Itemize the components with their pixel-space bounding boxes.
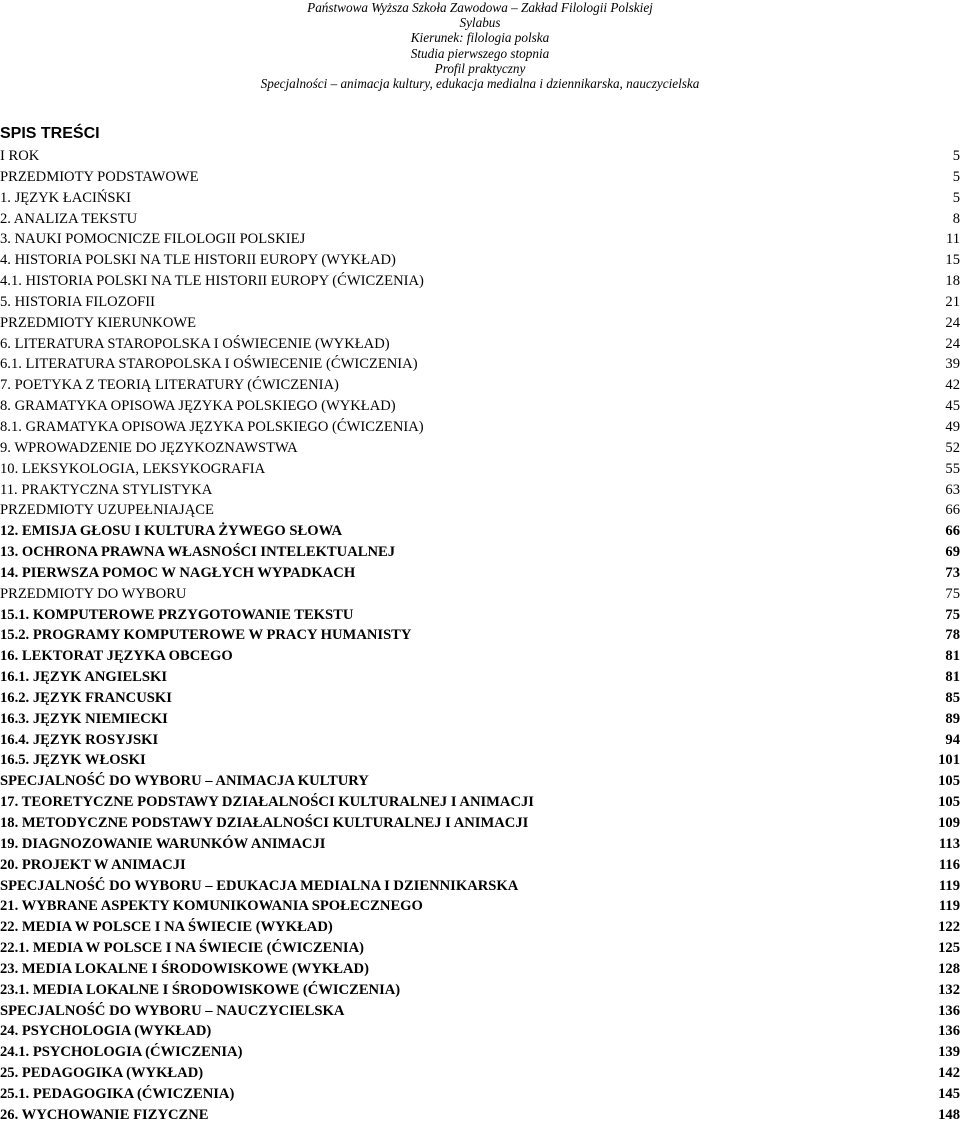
toc-entry-label: 21. WYBRANE ASPEKTY KOMUNIKOWANIA SPOŁECZNEGO — [0, 898, 423, 915]
toc-entry-page-number: 136 — [938, 1023, 960, 1040]
toc-entry[interactable] — [0, 584, 960, 605]
toc-entry-label: 2. ANALIZA TEKSTU — [0, 210, 138, 227]
header-study-level: Studia pierwszego stopnia — [410, 45, 550, 61]
table-of-contents — [0, 146, 960, 1126]
toc-entry-label: 6. LITERATURA STAROPOLSKA I OŚWIECENIE (WYKŁAD) — [0, 335, 390, 352]
toc-entry-page-number: 18 — [945, 273, 960, 290]
toc-title: SPIS TREŚCI — [0, 124, 100, 142]
toc-entry-page-number: 5 — [952, 148, 960, 164]
toc-entry-page-number: 39 — [945, 356, 960, 373]
toc-entry-page-number: 132 — [938, 981, 960, 998]
toc-entry-page-number: 75 — [945, 606, 960, 623]
toc-entry[interactable] — [0, 855, 960, 876]
header-specializations: Specjalności – animacja kultury, edukacja medialna i dziennikarska, nauczycielska — [260, 76, 700, 92]
toc-entry-label: SPECJALNOŚĆ DO WYBORU – NAUCZYCIELSKA — [0, 1002, 345, 1019]
toc-entry-page-number: 15 — [945, 252, 960, 269]
toc-entry[interactable] — [0, 146, 960, 167]
toc-entry-label: 12. EMISJA GŁOSU I KULTURA ŻYWEGO SŁOWA — [0, 523, 343, 540]
toc-entry[interactable] — [0, 459, 960, 480]
toc-entry-label: 22.1. MEDIA W POLSCE I NA ŚWIECIE (ĆWICZENIA) — [0, 940, 364, 957]
toc-entry-label: PRZEDMIOTY PODSTAWOWE — [0, 168, 199, 185]
toc-entry[interactable] — [0, 542, 960, 563]
toc-entry-page-number: 125 — [938, 940, 960, 957]
toc-entry-page-number: 136 — [938, 1002, 960, 1019]
toc-entry[interactable] — [0, 1105, 960, 1126]
header-institution: Państwowa Wyższa Szkoła Zawodowa – Zakład Filologii Polskiej — [307, 0, 653, 15]
toc-entry[interactable] — [0, 292, 960, 313]
toc-entry-page-number: 81 — [945, 648, 960, 665]
toc-entry-label: 24. PSYCHOLOGIA (WYKŁAD) — [0, 1023, 212, 1040]
toc-entry-page-number: 5 — [952, 189, 960, 206]
toc-entry[interactable] — [0, 1001, 960, 1022]
toc-entry-label: PRZEDMIOTY KIERUNKOWE — [0, 314, 197, 331]
toc-entry-page-number: 42 — [945, 377, 960, 394]
header-profile: Profil praktyczny — [434, 60, 526, 76]
toc-entry[interactable] — [0, 688, 960, 709]
toc-entry-label: 24.1. PSYCHOLOGIA (ĆWICZENIA) — [0, 1044, 243, 1061]
toc-entry-label: 26. WYCHOWANIE FIZYCZNE — [0, 1106, 209, 1123]
toc-entry[interactable] — [0, 876, 960, 897]
toc-entry-label: 1. JĘZYK ŁACIŃSKI — [0, 189, 131, 206]
toc-entry[interactable] — [0, 980, 960, 1001]
toc-entry-label: 23. MEDIA LOKALNE I ŚRODOWISKOWE (WYKŁAD) — [0, 960, 369, 977]
toc-entry-label: 16.3. JĘZYK NIEMIECKI — [0, 710, 168, 727]
toc-entry-label: I ROK — [0, 148, 40, 164]
toc-entry[interactable] — [0, 271, 960, 292]
toc-entry[interactable] — [0, 1063, 960, 1084]
toc-entry[interactable] — [0, 667, 960, 688]
toc-entry-page-number: 69 — [945, 544, 960, 561]
toc-entry[interactable] — [0, 896, 960, 917]
toc-entry-label: 20. PROJEKT W ANIMACJI — [0, 856, 186, 873]
toc-entry-label: 22. MEDIA W POLSCE I NA ŚWIECIE (WYKŁAD) — [0, 919, 333, 936]
toc-entry-page-number: 139 — [938, 1044, 960, 1061]
toc-entry-label: 8.1. GRAMATYKA OPISOWA JĘZYKA POLSKIEGO (ĆWICZENIA) — [0, 418, 424, 435]
toc-entry-page-number: 128 — [938, 960, 960, 977]
toc-entry-label: 14. PIERWSZA POMOC W NAGŁYCH WYPADKACH — [0, 564, 356, 581]
toc-entry-label: 25.1. PEDAGOGIKA (ĆWICZENIA) — [0, 1085, 235, 1102]
toc-entry-label: 11. PRAKTYCZNA STYLISTYKA — [0, 481, 213, 498]
toc-entry-page-number: 113 — [938, 835, 960, 852]
toc-entry[interactable] — [0, 313, 960, 334]
toc-entry-label: 16.2. JĘZYK FRANCUSKI — [0, 689, 172, 706]
running-header — [0, 0, 960, 91]
toc-entry-label: 13. OCHRONA PRAWNA WŁASNOŚCI INTELEKTUALNEJ — [0, 544, 396, 561]
toc-entry-page-number: 122 — [938, 919, 960, 936]
toc-entry[interactable] — [0, 813, 960, 834]
toc-entry[interactable] — [0, 771, 960, 792]
toc-entry[interactable] — [0, 938, 960, 959]
toc-entry-page-number: 94 — [945, 731, 960, 748]
toc-entry[interactable] — [0, 625, 960, 646]
toc-entry-label: 5. HISTORIA FILOZOFII — [0, 293, 155, 310]
toc-entry[interactable] — [0, 167, 960, 188]
toc-entry-page-number: 105 — [938, 773, 960, 790]
toc-entry-page-number: 109 — [938, 815, 960, 831]
toc-entry-label: 9. WPROWADZENIE DO JĘZYKOZNAWSTWA — [0, 439, 298, 456]
toc-entry[interactable] — [0, 417, 960, 438]
toc-entry[interactable] — [0, 250, 960, 271]
toc-entry-page-number: 21 — [945, 293, 960, 310]
toc-entry[interactable] — [0, 917, 960, 938]
toc-entry[interactable] — [0, 480, 960, 501]
header-document-type: Sylabus — [459, 15, 501, 31]
toc-entry-page-number: 142 — [938, 1065, 960, 1082]
toc-entry-page-number: 5 — [952, 168, 960, 185]
toc-entry-page-number: 148 — [938, 1106, 960, 1123]
toc-entry-label: 8. GRAMATYKA OPISOWA JĘZYKA POLSKIEGO (WYKŁAD) — [0, 398, 396, 415]
toc-entry[interactable] — [0, 605, 960, 626]
toc-entry-label: 25. PEDAGOGIKA (WYKŁAD) — [0, 1065, 204, 1082]
toc-entry-label: 18. METODYCZNE PODSTAWY DZIAŁALNOŚCI KULTURALNEJ I ANIMACJI — [0, 815, 529, 831]
toc-entry-label: 23.1. MEDIA LOKALNE I ŚRODOWISKOWE (ĆWICZENIA) — [0, 981, 401, 998]
toc-entry-label: 10. LEKSYKOLOGIA, LEKSYKOGRAFIA — [0, 460, 266, 477]
toc-entry[interactable] — [0, 521, 960, 542]
toc-entry-page-number: 81 — [945, 669, 960, 686]
toc-entry-label: 6.1. LITERATURA STAROPOLSKA I OŚWIECENIE (ĆWICZENIA) — [0, 356, 418, 373]
toc-entry-page-number: 66 — [945, 502, 960, 519]
toc-entry-page-number: 24 — [945, 314, 960, 331]
toc-entry[interactable] — [0, 354, 960, 375]
toc-entry-page-number: 66 — [945, 523, 960, 540]
toc-entry-page-number: 63 — [945, 481, 960, 498]
toc-entry-label: 19. DIAGNOZOWANIE WARUNKÓW ANIMACJI — [0, 835, 326, 852]
toc-entry[interactable] — [0, 438, 960, 459]
toc-entry[interactable] — [0, 792, 960, 813]
toc-entry[interactable] — [0, 334, 960, 355]
toc-entry[interactable] — [0, 188, 960, 209]
toc-entry[interactable] — [0, 709, 960, 730]
toc-entry[interactable] — [0, 730, 960, 751]
toc-entry-label: 17. TEORETYCZNE PODSTAWY DZIAŁALNOŚCI KULTURALNEJ I ANIMACJI — [0, 794, 534, 811]
header-field: Kierunek: filologia polska — [410, 30, 550, 46]
toc-entry-page-number: 11 — [945, 231, 960, 248]
toc-entry-page-number: 105 — [938, 794, 960, 811]
toc-entry[interactable] — [0, 834, 960, 855]
toc-entry-label: 15.1. KOMPUTEROWE PRZYGOTOWANIE TEKSTU — [0, 606, 354, 623]
toc-entry-page-number: 119 — [938, 898, 960, 915]
toc-entry-label: 7. POETYKA Z TEORIĄ LITERATURY (ĆWICZENIA) — [0, 377, 339, 394]
toc-entry-page-number: 49 — [945, 418, 960, 435]
toc-entry[interactable] — [0, 646, 960, 667]
toc-entry[interactable] — [0, 375, 960, 396]
toc-entry-label: 16.4. JĘZYK ROSYJSKI — [0, 731, 159, 748]
toc-entry-label: PRZEDMIOTY DO WYBORU — [0, 585, 187, 602]
toc-entry[interactable] — [0, 750, 960, 771]
toc-entry[interactable] — [0, 1042, 960, 1063]
toc-entry[interactable] — [0, 1021, 960, 1042]
toc-entry-page-number: 119 — [938, 877, 960, 894]
toc-entry-page-number: 52 — [945, 439, 960, 456]
toc-entry[interactable] — [0, 209, 960, 230]
toc-entry-label: 15.2. PROGRAMY KOMPUTEROWE W PRACY HUMANISTY — [0, 627, 412, 644]
toc-entry[interactable] — [0, 1084, 960, 1105]
toc-entry-page-number: 89 — [945, 710, 960, 727]
toc-entry[interactable] — [0, 563, 960, 584]
toc-entry-label: SPECJALNOŚĆ DO WYBORU – ANIMACJA KULTURY — [0, 773, 369, 790]
toc-entry-label: 4.1. HISTORIA POLSKI NA TLE HISTORII EUROPY (ĆWICZENIA) — [0, 273, 424, 290]
toc-entry-page-number: 78 — [945, 627, 960, 644]
toc-entry-page-number: 73 — [945, 564, 960, 581]
toc-entry[interactable] — [0, 500, 960, 521]
toc-entry-page-number: 8 — [952, 210, 960, 227]
toc-entry-page-number: 116 — [938, 856, 960, 873]
toc-entry-label: 16. LEKTORAT JĘZYKA OBCEGO — [0, 648, 233, 665]
toc-entry-label: 16.5. JĘZYK WŁOSKI — [0, 752, 146, 769]
toc-entry-page-number: 101 — [938, 752, 960, 769]
toc-entry-label: PRZEDMIOTY UZUPEŁNIAJĄCE — [0, 502, 214, 519]
toc-entry-page-number: 24 — [945, 335, 960, 352]
toc-entry-label: SPECJALNOŚĆ DO WYBORU – EDUKACJA MEDIALNA I DZIENNIKARSKA — [0, 877, 519, 894]
toc-entry-label: 3. NAUKI POMOCNICZE FILOLOGII POLSKIEJ — [0, 231, 306, 248]
toc-entry-label: 16.1. JĘZYK ANGIELSKI — [0, 669, 168, 686]
toc-entry-page-number: 55 — [945, 460, 960, 477]
toc-entry-page-number: 45 — [945, 398, 960, 415]
toc-entry-page-number: 145 — [938, 1085, 960, 1102]
toc-entry[interactable] — [0, 959, 960, 980]
toc-entry[interactable] — [0, 229, 960, 250]
toc-entry-page-number: 75 — [945, 585, 960, 602]
toc-entry-page-number: 85 — [945, 689, 960, 706]
toc-entry[interactable] — [0, 396, 960, 417]
toc-entry-label: 4. HISTORIA POLSKI NA TLE HISTORII EUROPY (WYKŁAD) — [0, 252, 396, 269]
